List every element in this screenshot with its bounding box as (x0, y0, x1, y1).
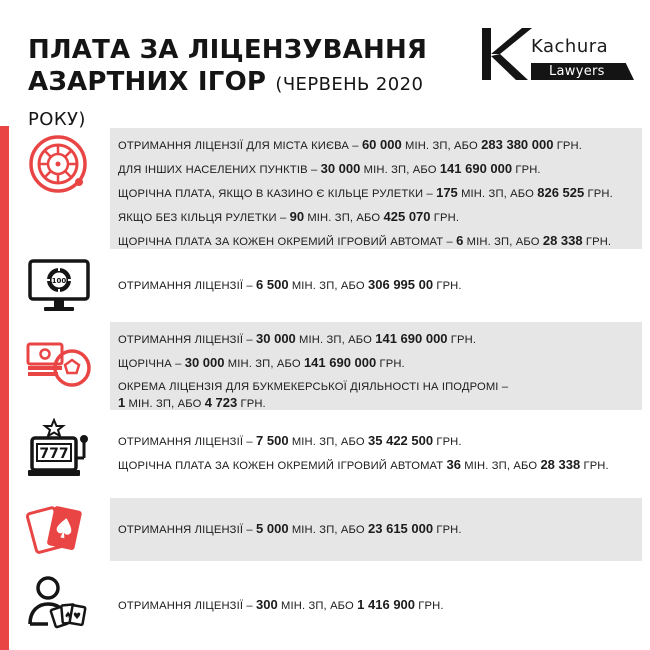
fee-value: 5 000 (256, 521, 289, 536)
fee-value: 7 500 (256, 433, 289, 448)
fee-value: 30 000 (256, 331, 296, 346)
casino-fee-roulette-ring (118, 186, 642, 201)
fee-text: ЩОРІЧНА – (118, 358, 182, 370)
fee-text: ЯКЩО БЕЗ КІЛЬЦЯ РУЛЕТКИ – (118, 212, 287, 224)
fee-value: 141 690 000 (375, 331, 448, 346)
fee-value: 23 615 000 (368, 521, 434, 536)
fee-text: МІН. ЗП, АБО (461, 188, 534, 200)
fee-value: 1 (118, 395, 126, 410)
fee-text: ОКРЕМА ЛІЦЕНЗІЯ ДЛЯ БУКМЕКЕРСЬКОЇ ДІЯЛЬНОСТІ НА ІПОДРОМІ – (118, 381, 509, 393)
slot-per-machine-fee (118, 458, 642, 473)
money-and-ball-icon (26, 336, 92, 392)
fee-text: ГРН. (515, 164, 541, 176)
betting-hippodrome-fee (118, 396, 642, 411)
fee-value: 90 (289, 209, 305, 224)
fee-value: 28 338 (542, 233, 583, 248)
fee-text: ГРН. (379, 358, 405, 370)
fee-text: ГРН. (436, 280, 462, 292)
fee-text: МІН. ЗП, АБО (299, 334, 372, 346)
casino-fee-no-roulette (118, 210, 642, 225)
fee-text: МІН. ЗП, АБО (464, 460, 538, 472)
title-line-1: ПЛАТА ЗА ЛІЦЕНЗУВАННЯ (28, 35, 428, 65)
betting-license-fee (118, 332, 642, 347)
fee-text: ОТРИМАННЯ ЛІЦЕНЗІЇ – (118, 334, 253, 346)
fee-text: ГРН. (436, 436, 462, 448)
fee-text: ГРН. (418, 600, 444, 612)
fee-text: ОТРИМАННЯ ЛІЦЕНЗІЇ – (118, 280, 253, 292)
fee-text: МІН. ЗП, АБО (291, 436, 365, 448)
fee-text: МІН. ЗП, АБО (227, 358, 301, 370)
k-monogram-icon (478, 26, 538, 82)
svg-text:♥: ♥ (72, 612, 82, 622)
fee-text: МІН. ЗП, АБО (466, 236, 540, 248)
betting-fees-panel (110, 322, 642, 410)
fee-text: ОТРИМАННЯ ЛІЦЕНЗІЇ ДЛЯ МІСТА КИЄВА – (118, 140, 359, 152)
fee-text: ОТРИМАННЯ ЛІЦЕНЗІЇ – (118, 436, 253, 448)
betting-hippodrome-label (118, 380, 642, 394)
accent-bar (0, 126, 9, 650)
fee-text: ГРН. (240, 398, 266, 410)
poker-panel (110, 596, 642, 616)
logo-name: Kachura (531, 36, 609, 57)
poker-fee (118, 598, 642, 613)
fee-value: 60 000 (361, 137, 402, 152)
fee-value: 1 416 900 (357, 597, 416, 612)
fee-value: 175 (436, 185, 458, 200)
kachura-lawyers-logo (478, 26, 638, 82)
title-line-2 (28, 66, 448, 136)
slot-machine-777-icon (26, 418, 90, 478)
online-casino-panel (110, 276, 642, 296)
fee-text: ОТРИМАННЯ ЛІЦЕНЗІЇ – (118, 524, 253, 536)
svg-text:100: 100 (51, 277, 67, 285)
card-games-panel (110, 498, 642, 561)
poker-player-icon (26, 574, 90, 630)
fee-value: 306 995 00 (368, 277, 434, 292)
fee-text: ГРН. (450, 334, 477, 346)
fee-text: ОТРИМАННЯ ЛІЦЕНЗІЇ – (118, 600, 253, 612)
fee-text: МІН. ЗП, АБО (280, 600, 354, 612)
fee-value: 283 380 000 (481, 137, 554, 152)
fee-value: 141 690 000 (439, 161, 513, 176)
fee-value: 6 500 (256, 277, 289, 292)
fee-value: 6 (456, 233, 464, 248)
fee-value: 141 690 000 (303, 355, 377, 370)
svg-text:♠: ♠ (63, 611, 73, 621)
fee-text: ДЛЯ ІНШИХ НАСЕЛЕНИХ ПУНКТІВ – (118, 164, 318, 176)
casino-fee-per-machine (118, 234, 642, 249)
fee-text: ЩОРІЧНА ПЛАТА, ЯКЩО В КАЗИНО Є КІЛЬЦЕ РУЛЕТКИ – (118, 188, 433, 200)
fee-text: ГРН. (583, 460, 609, 472)
fee-text: МІН. ЗП, АБО (291, 524, 365, 536)
fee-text: ГРН. (587, 188, 613, 200)
slot-license-fee (118, 434, 642, 449)
logo-subtitle: Lawyers (549, 64, 605, 79)
betting-annual-fee (118, 356, 642, 371)
fee-value: 300 (256, 597, 278, 612)
fee-text: ГРН. (585, 236, 612, 248)
page-title (28, 34, 448, 136)
fee-value: 30 000 (320, 161, 361, 176)
slot-halls-panel (110, 432, 642, 476)
title-date-note: (ЧЕРВЕНЬ 2020 РОКУ) (28, 74, 424, 130)
fee-value: 28 338 (540, 457, 581, 472)
fee-text: ЩОРІЧНА ПЛАТА ЗА КОЖЕН ОКРЕМИЙ ІГРОВИЙ АВТОМАТ – (118, 236, 453, 248)
online-casino-fee (118, 278, 642, 293)
fee-value: 36 (446, 457, 461, 472)
fee-text: МІН. ЗП, АБО (291, 280, 365, 292)
playing-cards-icon (26, 500, 86, 558)
casino-fee-other-cities (118, 162, 642, 177)
fee-value: 35 422 500 (368, 433, 434, 448)
monitor-casino-chip-icon (26, 258, 92, 314)
fee-text: МІН. ЗП, АБО (307, 212, 381, 224)
fee-text: МІН. ЗП, АБО (363, 164, 437, 176)
fee-text: МІН. ЗП, АБО (404, 140, 478, 152)
fee-value: 425 070 (383, 209, 431, 224)
card-games-fee (118, 522, 642, 537)
fee-text: МІН. ЗП, АБО (128, 398, 202, 410)
fee-value: 826 525 (537, 185, 585, 200)
casino-fees-panel (110, 128, 642, 249)
roulette-wheel-icon (26, 132, 90, 196)
fee-text: ГРН. (433, 212, 460, 224)
fee-value: 30 000 (184, 355, 225, 370)
fee-text: ГРН. (436, 524, 462, 536)
fee-value: 4 723 (204, 395, 238, 410)
title-bold: АЗАРТНИХ ІГОР (28, 67, 267, 97)
svg-text:777: 777 (39, 446, 69, 462)
fee-text: ГРН. (556, 140, 583, 152)
casino-fee-kyiv (118, 138, 642, 153)
fee-text: ЩОРІЧНА ПЛАТА ЗА КОЖЕН ОКРЕМИЙ ІГРОВИЙ АВТОМАТ (118, 460, 444, 472)
